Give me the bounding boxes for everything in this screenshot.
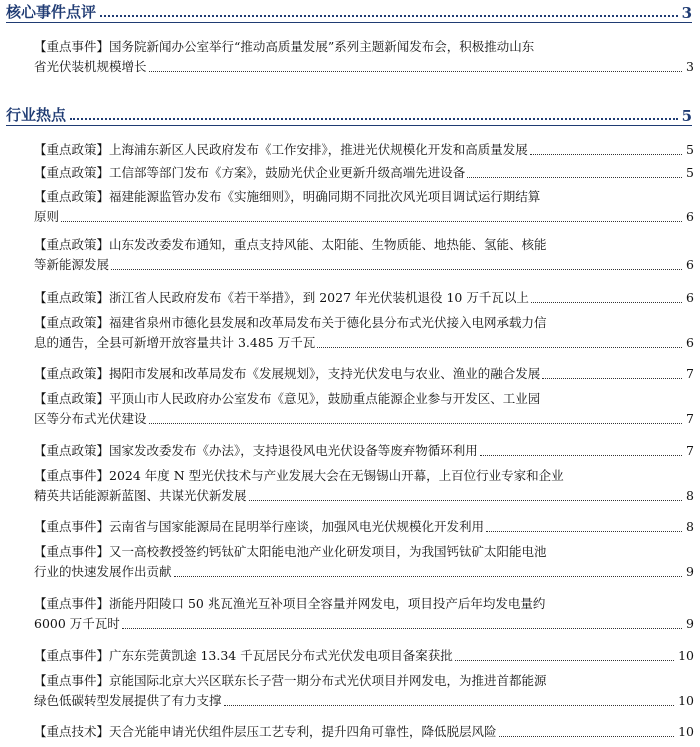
- entry-page: 8: [686, 488, 694, 503]
- dot-leader: [100, 15, 678, 17]
- dot-leader: [317, 347, 682, 348]
- dot-leader: [531, 302, 682, 303]
- entry-line-1: 【重点事件】2024 年度 N 型光伏技术与产业发展大会在无锡锡山开幕，上百位行业专家和企业: [34, 468, 564, 483]
- toc-entry[interactable]: [34, 671, 694, 711]
- entry-page: 7: [686, 366, 694, 381]
- toc-section-heading[interactable]: [6, 103, 692, 126]
- entry-line-2: 等新能源发展: [34, 257, 110, 272]
- entry-page: 10: [678, 648, 694, 663]
- entry-line-2: 绿色低碳转型发展提供了有力支撑: [34, 693, 222, 708]
- entry-page: 10: [678, 693, 694, 708]
- dot-leader: [70, 118, 678, 120]
- toc-entry[interactable]: [34, 594, 694, 634]
- entry-line-1: 【重点事件】国务院新闻办公室举行“推动高质量发展”系列主题新闻发布会，积极推动山东: [34, 39, 535, 54]
- entry-text: 【重点政策】工信部等部门发布《方案》，鼓励光伏企业更新升级高端先进设备: [34, 165, 466, 180]
- entry-line-1: 【重点政策】福建省泉州市德化县发展和改革局发布关于德化县分布式光伏接入电网承载力信: [34, 315, 547, 330]
- entry-line-1: 【重点事件】又一高校教授签约钙钛矿太阳能电池产业化研发项目，为我国钙钛矿太阳能电池: [34, 544, 547, 559]
- dot-leader: [61, 221, 682, 222]
- entry-line-1: 【重点事件】浙能丹阳陵口 50 兆瓦渔光互补项目全容量并网发电，项目投产后年均发电量约: [34, 596, 546, 611]
- toc-entry[interactable]: [34, 389, 694, 429]
- section-page: 5: [681, 107, 692, 125]
- dot-leader: [499, 736, 675, 737]
- toc-entry[interactable]: [34, 288, 694, 308]
- entry-page: 7: [686, 411, 694, 426]
- toc-entry[interactable]: [34, 37, 694, 77]
- entry-page: 8: [686, 519, 694, 534]
- entry-line-2: 区等分布式光伏建设: [34, 411, 147, 426]
- entry-line-2: 精英共话能源新蓝图、共谋光伏新发展: [34, 488, 247, 503]
- dot-leader: [486, 531, 682, 532]
- entry-line-2: 行业的快速发展作出贡献: [34, 564, 172, 579]
- toc-entry[interactable]: [34, 646, 694, 666]
- toc-entry[interactable]: [34, 517, 694, 537]
- entry-page: 6: [686, 290, 694, 305]
- dot-leader: [455, 660, 674, 661]
- dot-leader: [480, 455, 682, 456]
- dot-leader: [530, 154, 682, 155]
- dot-leader: [149, 71, 683, 72]
- entry-text: 【重点事件】云南省与国家能源局在昆明举行座谈，加强风电光伏规模化开发利用: [34, 519, 485, 534]
- entry-page: 6: [686, 209, 694, 224]
- entry-page: 5: [686, 165, 694, 180]
- entry-line-2: 原则: [34, 209, 60, 224]
- toc-entry[interactable]: [34, 441, 694, 461]
- entry-line-2: 息的通告，全县可新增开放容量共计 3.485 万千瓦: [34, 335, 316, 350]
- toc-entry[interactable]: [34, 542, 694, 582]
- entry-page: 5: [686, 142, 694, 157]
- section-page: 3: [681, 4, 692, 22]
- entry-page: 7: [686, 443, 694, 458]
- dot-leader: [122, 628, 682, 629]
- entry-text: 【重点政策】揭阳市发展和改革局发布《发展规划》，支持光伏发电与农业、渔业的融合发展: [34, 366, 541, 381]
- entry-page: 6: [686, 335, 694, 350]
- toc-entry[interactable]: [34, 364, 694, 384]
- toc-entry[interactable]: [34, 163, 694, 183]
- entry-page: 10: [678, 724, 694, 739]
- entry-text: 【重点政策】国家发改委发布《办法》，支持退役风电光伏设备等废弃物循环利用: [34, 443, 478, 458]
- toc-entry[interactable]: [34, 466, 694, 506]
- toc-section-heading[interactable]: [6, 0, 692, 23]
- dot-leader: [249, 500, 683, 501]
- section-title: 行业热点: [6, 104, 70, 125]
- dot-leader: [467, 177, 682, 178]
- dot-leader: [224, 705, 675, 706]
- toc-entry[interactable]: [34, 235, 694, 275]
- entry-text: 【重点技术】天合光能申请光伏组件层压工艺专利，提升四角可靠性，降低脱层风险: [34, 724, 497, 739]
- entry-text: 【重点政策】浙江省人民政府发布《若干举措》，到 2027 年光伏装机退役 10 万千瓦以上: [34, 290, 529, 305]
- entry-line-2: 6000 万千瓦时: [34, 616, 120, 631]
- toc-entry[interactable]: [34, 313, 694, 353]
- section-title: 核心事件点评: [6, 1, 100, 22]
- entry-line-1: 【重点政策】山东发改委发布通知，重点支持风能、太阳能、生物质能、地热能、氢能、核能: [34, 237, 547, 252]
- dot-leader: [111, 269, 682, 270]
- entry-line-1: 【重点事件】京能国际北京大兴区联东长子营一期分布式光伏项目并网发电，为推进首都能源: [34, 673, 547, 688]
- entry-page: 9: [686, 616, 694, 631]
- toc-entry[interactable]: [34, 140, 694, 160]
- entry-page: 6: [686, 257, 694, 272]
- toc-entry[interactable]: [34, 187, 694, 227]
- entry-page: 3: [686, 59, 694, 74]
- entry-text: 【重点事件】广东东莞黄凯途 13.34 千瓦居民分布式光伏发电项目备案获批: [34, 648, 453, 663]
- dot-leader: [542, 378, 682, 379]
- entry-page: 9: [686, 564, 694, 579]
- entry-text: 【重点政策】上海浦东新区人民政府发布《工作安排》，推进光伏规模化开发和高质量发展: [34, 142, 528, 157]
- dot-leader: [174, 576, 683, 577]
- entry-line-2: 省光伏装机规模增长: [34, 59, 147, 74]
- toc-entry[interactable]: [34, 722, 694, 742]
- entry-line-1: 【重点政策】平顶山市人民政府办公室发布《意见》，鼓励重点能源企业参与开发区、工业园: [34, 391, 541, 406]
- entry-line-1: 【重点政策】福建能源监管办发布《实施细则》，明确同期不同批次风光项目调试运行期结算: [34, 189, 541, 204]
- dot-leader: [149, 423, 683, 424]
